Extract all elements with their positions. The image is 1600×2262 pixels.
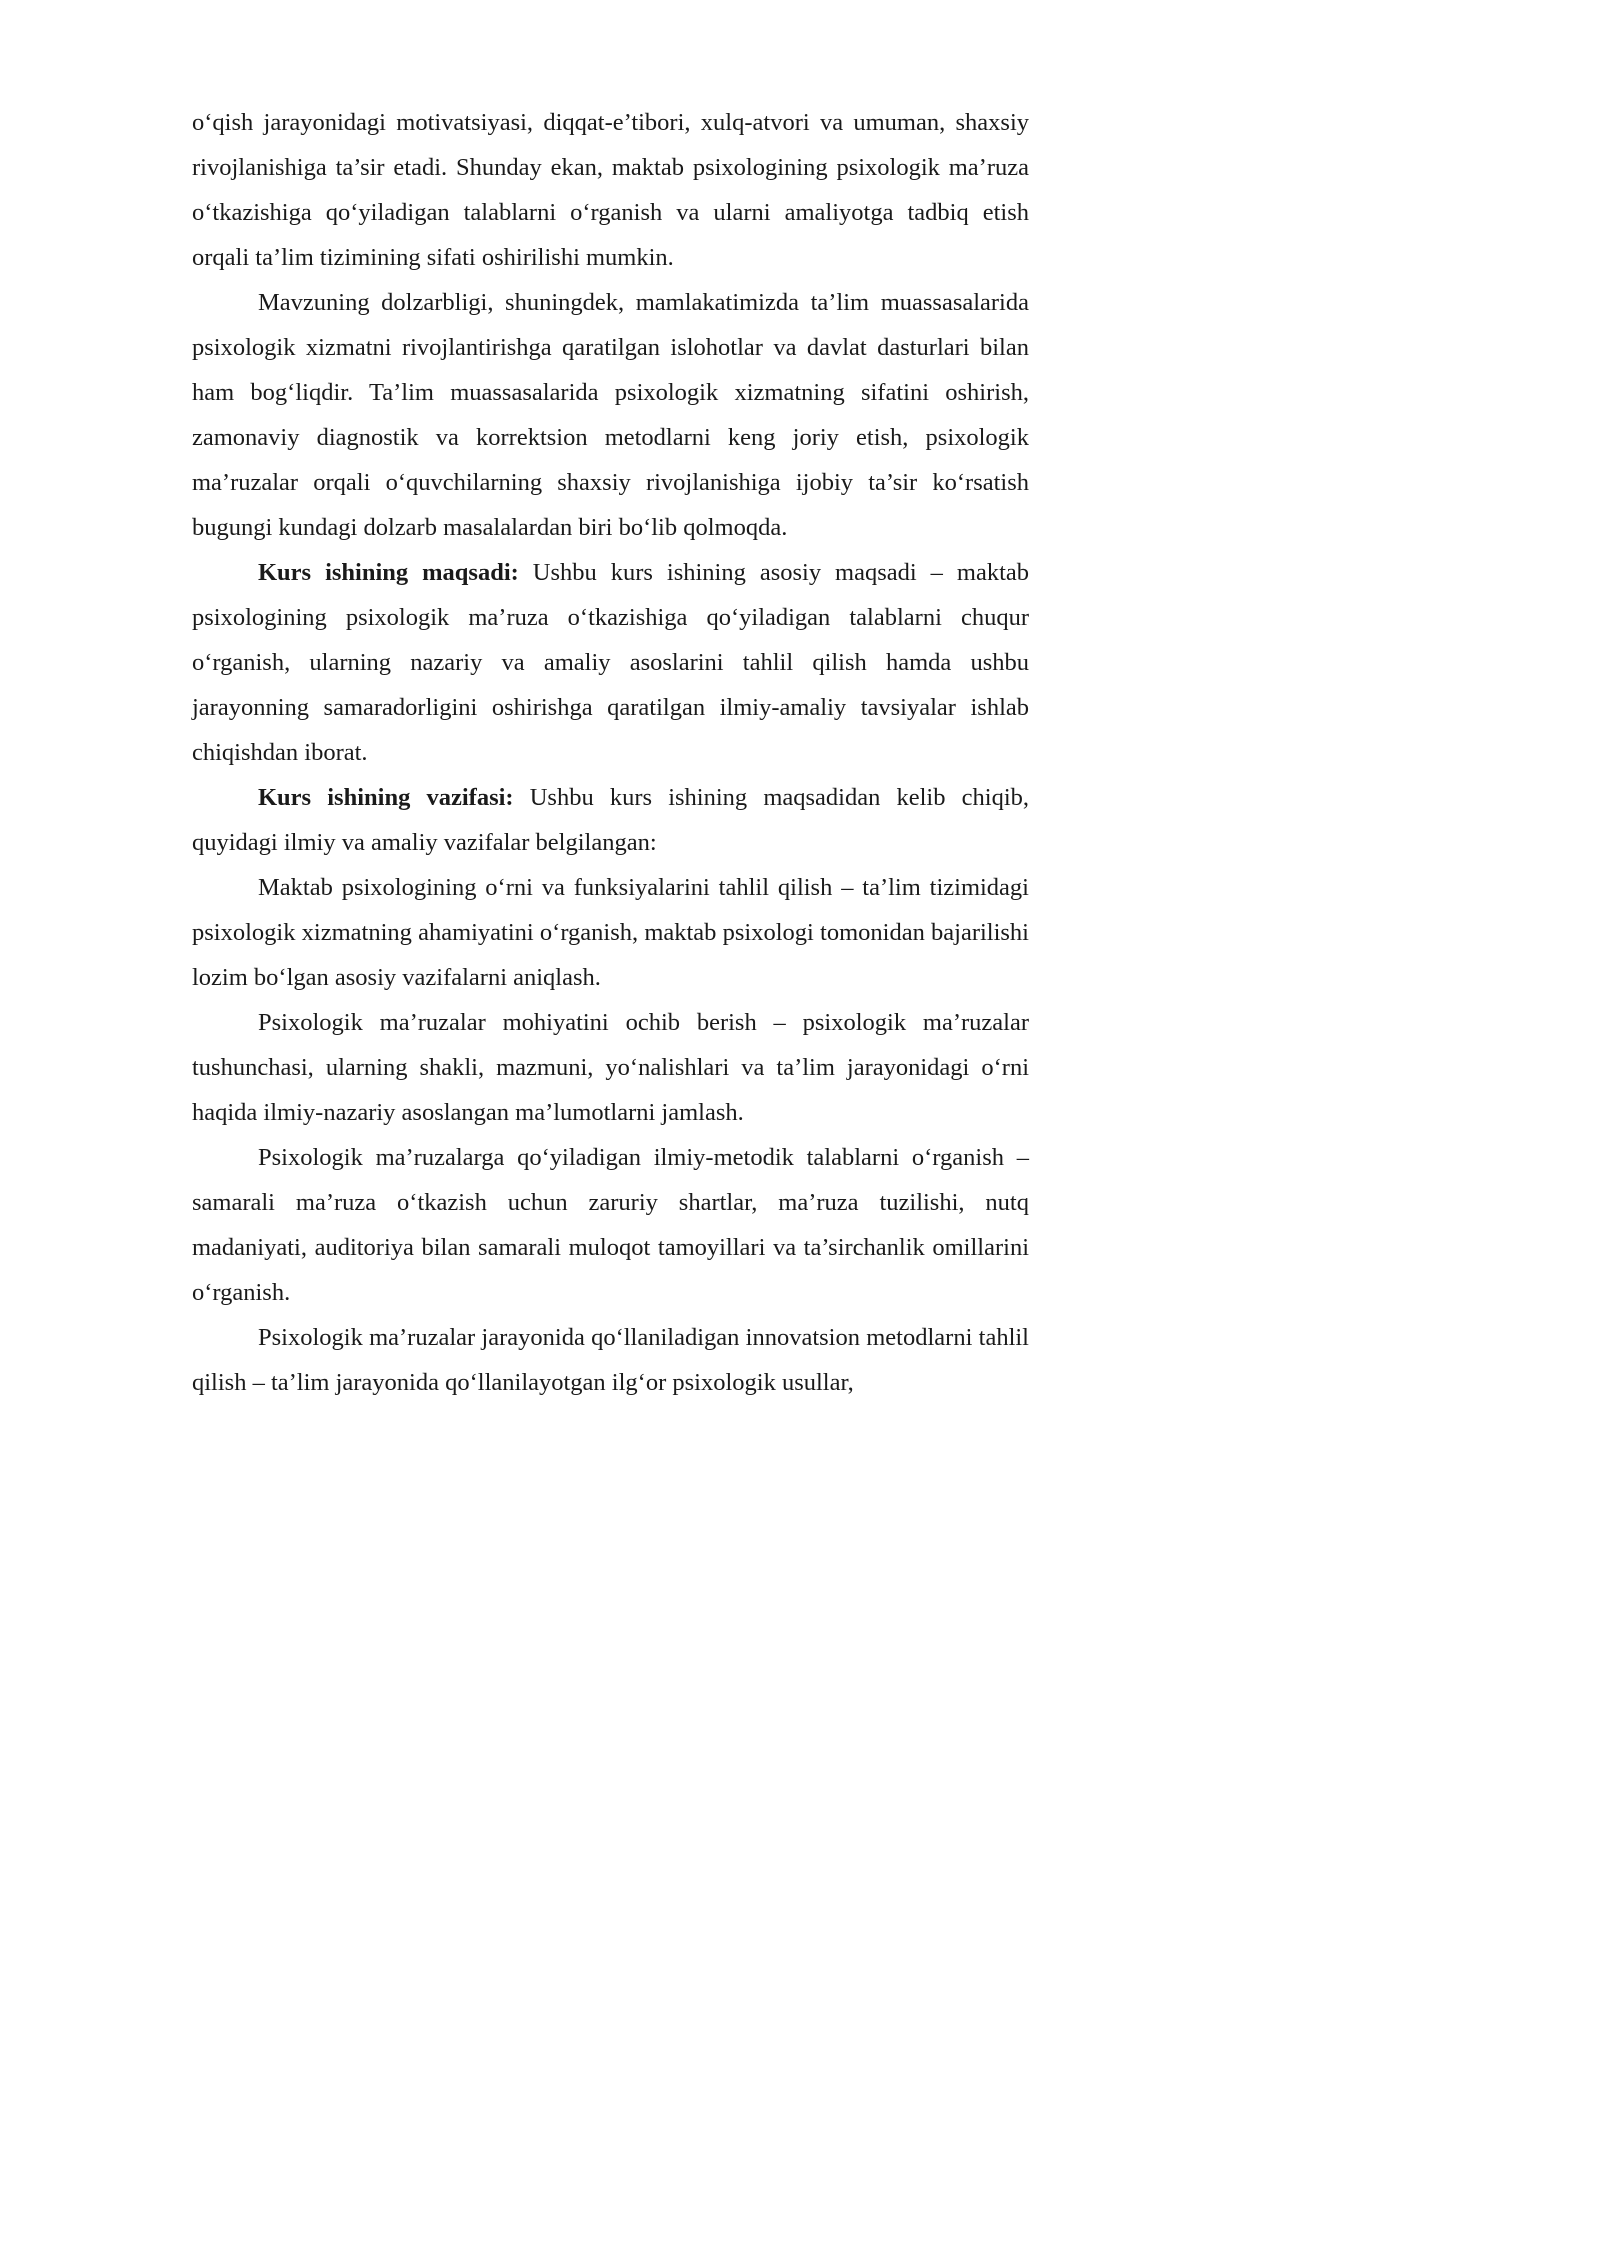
paragraph-text: Psixologik ma’ruzalar jarayonida qo‘llaniladigan innovatsion metodlarni tahlil qilish – ta’lim jarayonida qo‘llanilayotgan ilg‘or psixologik usullar, bbox=[192, 1324, 1029, 1396]
document-page bbox=[192, 100, 1029, 1405]
paragraph-task-2 bbox=[192, 1000, 1029, 1135]
paragraph-heading: Kurs ishining vazifasi: bbox=[258, 784, 514, 811]
paragraph-text: Psixologik ma’ruzalar mohiyatini ochib berish – psixologik ma’ruzalar tushunchasi, ularning shakli, mazmuni, yo‘nalishlari va ta’lim jarayonidagi o‘rni haqida ilmiy-nazariy asoslangan ma’lumotlarni jamlash. bbox=[192, 1009, 1029, 1126]
paragraph-goal bbox=[192, 550, 1029, 775]
paragraph-text: Psixologik ma’ruzalarga qo‘yiladigan ilmiy-metodik talablarni o‘rganish – samarali ma’ruza o‘tkazish uchun zaruriy shartlar, ma’ruza tuzilishi, nutq madaniyati, auditoriya bilan samarali muloqot tamoyillari va ta’sirchanlik omillarini o‘rganish. bbox=[192, 1144, 1029, 1306]
paragraph-task-3 bbox=[192, 1135, 1029, 1315]
paragraph-tasks bbox=[192, 775, 1029, 865]
paragraph-text: Ushbu kurs ishining maqsadidan kelib chiqib, quyidagi ilmiy va amaliy vazifalar belgilangan: bbox=[192, 784, 1030, 856]
paragraph-text: Mavzuning dolzarbligi, shuningdek, mamlakatimizda ta’lim muassasalarida psixologik xizmatni rivojlantirishga qaratilgan islohotlar va davlat dasturlari bilan ham bog‘liqdir. Ta’lim muassasalarida psixologik xizmatning sifatini oshirish, zamonaviy diagnostik va korrektsion metodlarni keng joriy etish, psixologik ma’ruzalar orqali o‘quvchilarning shaxsiy rivojlanishiga ijobiy ta’sir ko‘rsatish bugungi kundagi dolzarb masalalardan biri bo‘lib qolmoqda. bbox=[192, 289, 1029, 541]
paragraph-text: Maktab psixologining o‘rni va funksiyalarini tahlil qilish – ta’lim tizimidagi psixologik xizmatning ahamiyatini o‘rganish, maktab psixologi tomonidan bajarilishi lozim bo‘lgan asosiy vazifalarni aniqlash. bbox=[192, 874, 1029, 991]
paragraph-task-4 bbox=[192, 1315, 1029, 1405]
paragraph-text: o‘qish jarayonidagi motivatsiyasi, diqqat-e’tibori, xulq-atvori va umuman, shaxsiy rivojlanishiga ta’sir etadi. Shunday ekan, maktab psixologining psixologik ma’ruza o‘tkazishiga qo‘yiladigan talablarni o‘rganish va ularni amaliyotga tadbiq etish orqali ta’lim tizimining sifati oshirilishi mumkin. bbox=[192, 109, 1029, 271]
paragraph-relevance bbox=[192, 280, 1029, 550]
paragraph-task-1 bbox=[192, 865, 1029, 1000]
paragraph-text: Ushbu kurs ishining asosiy maqsadi – maktab psixologining psixologik ma’ruza o‘tkazishiga qo‘yiladigan talablarni chuqur o‘rganish, ularning nazariy va amaliy asoslarini tahlil qilish hamda ushbu jarayonning samaradorligini oshirishga qaratilgan ilmiy-amaliy tavsiyalar ishlab chiqishdan iborat. bbox=[192, 559, 1029, 766]
paragraph-continuation bbox=[192, 100, 1029, 280]
paragraph-heading: Kurs ishining maqsadi: bbox=[258, 559, 519, 586]
